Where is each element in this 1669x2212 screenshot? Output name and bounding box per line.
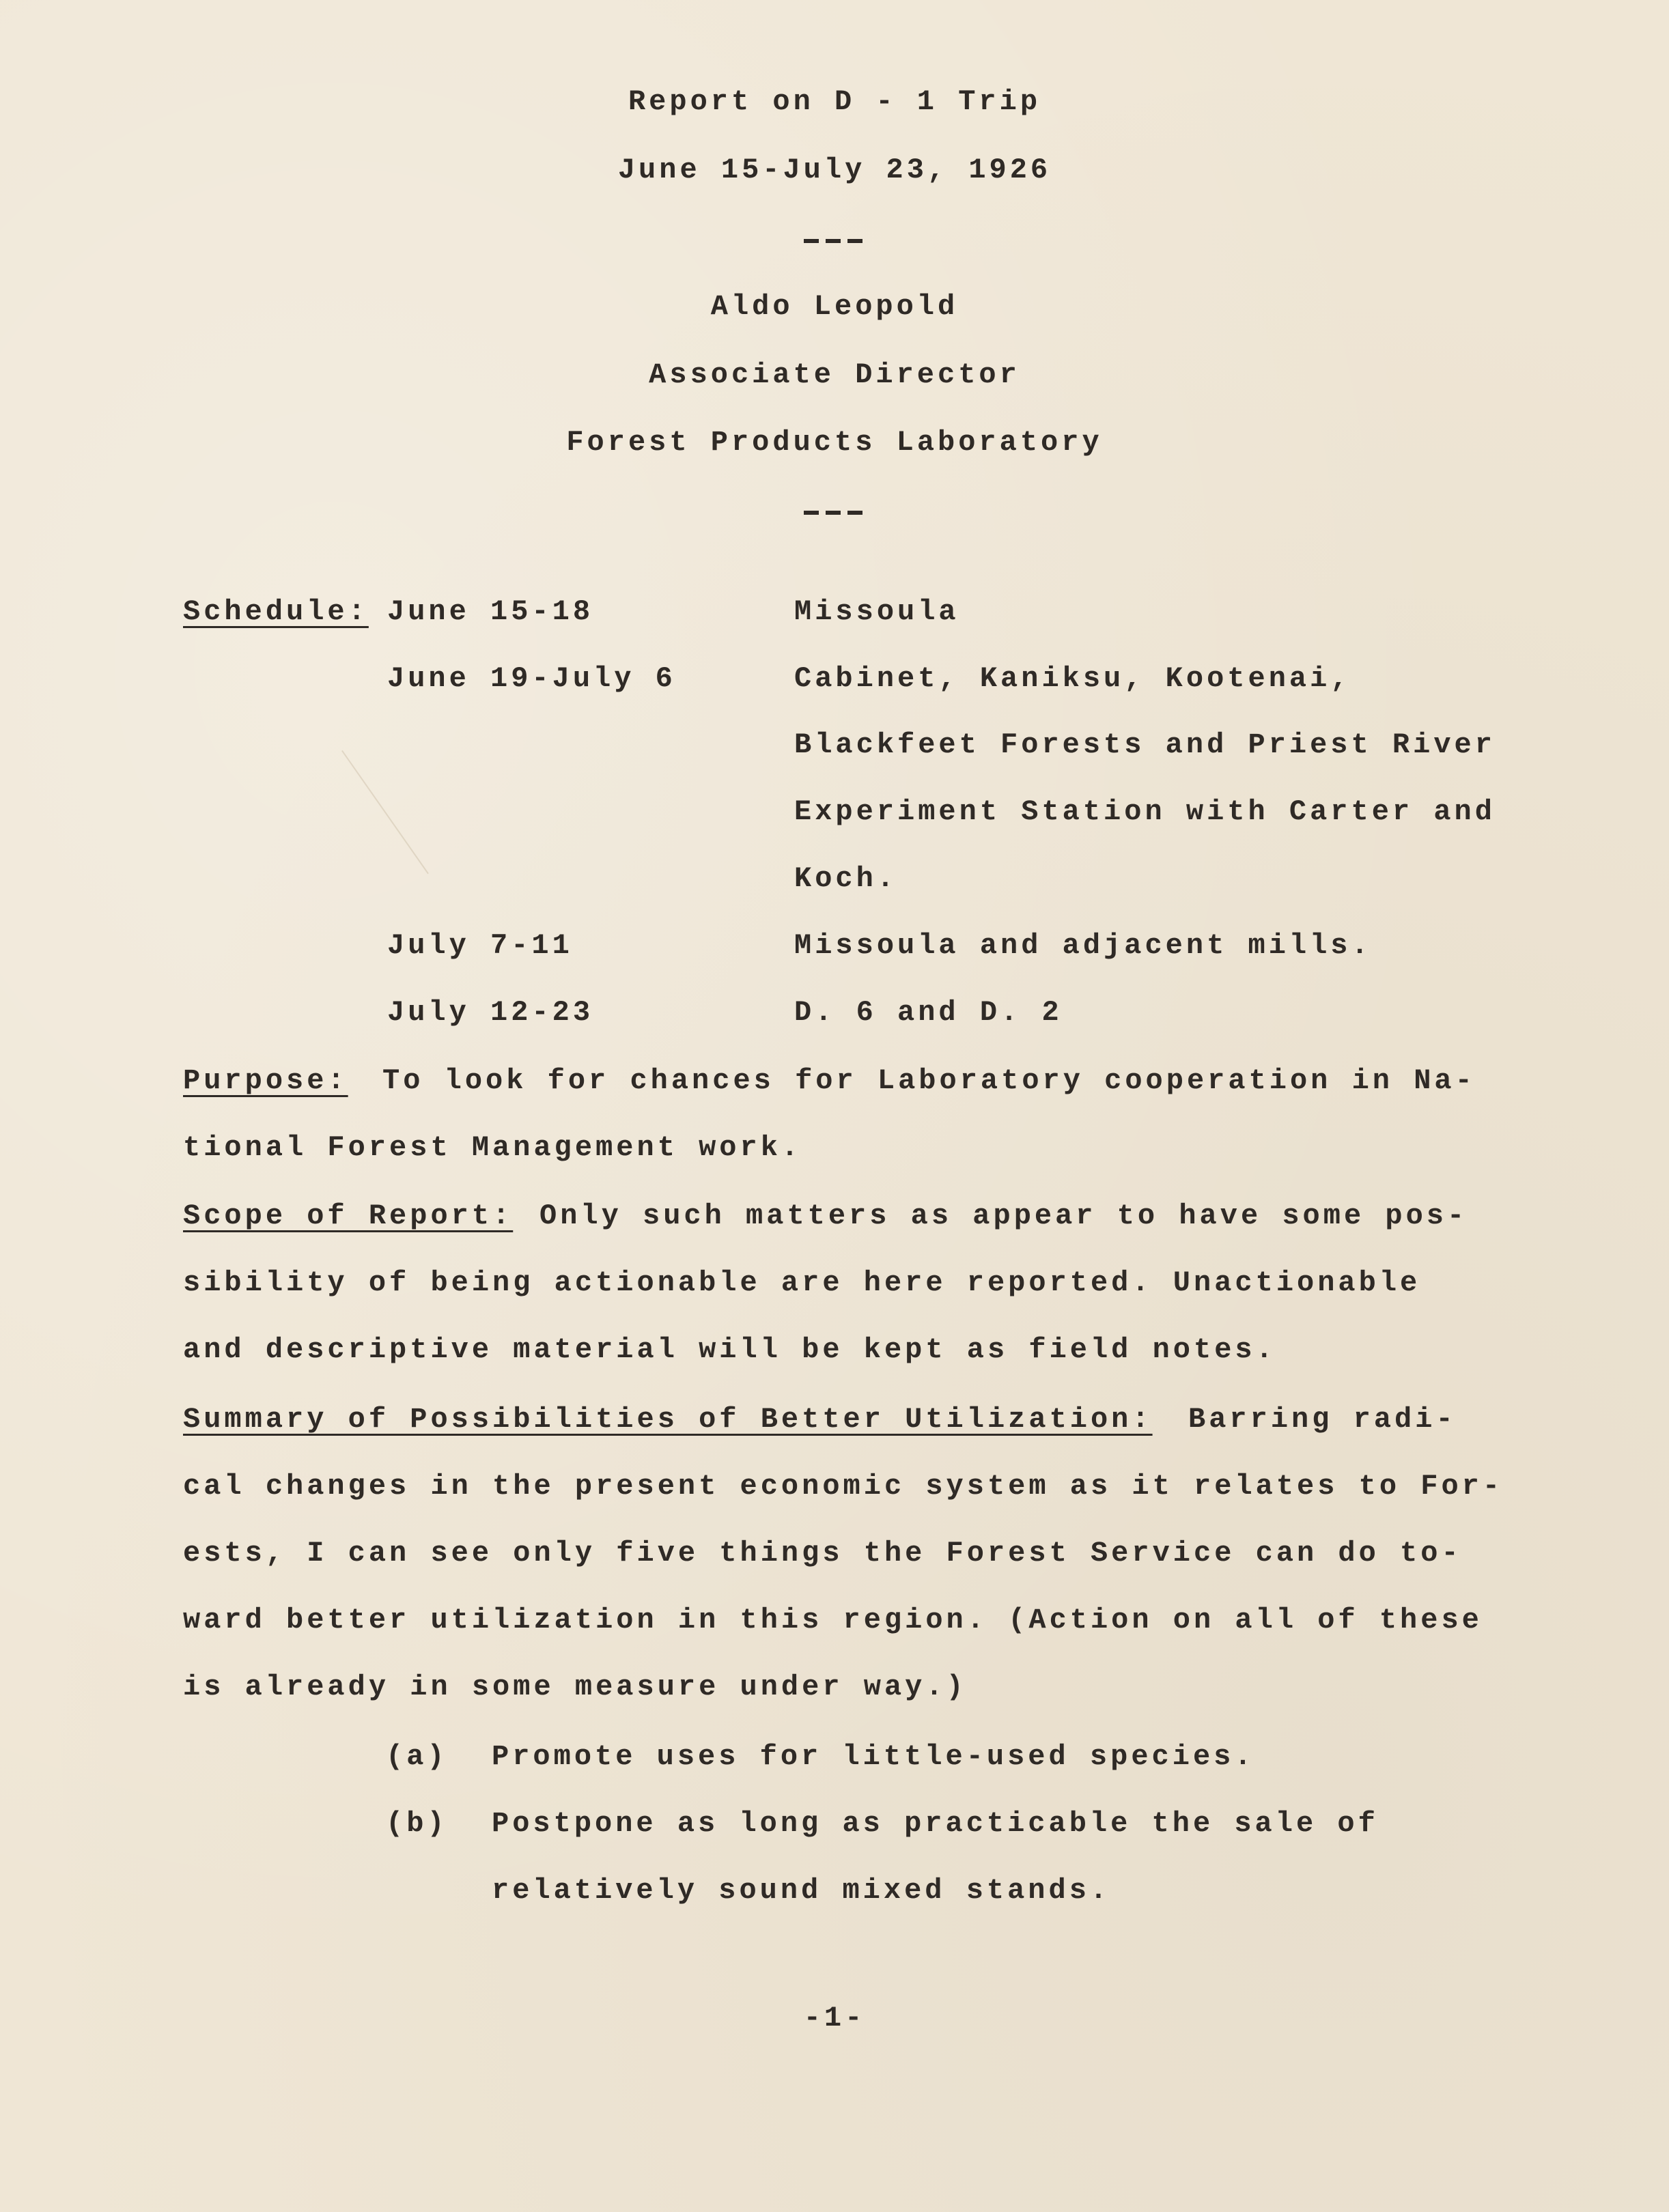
schedule-place: Koch.	[794, 862, 898, 895]
report-title: Report on D - 1 Trip	[628, 85, 1041, 118]
schedule-place: Missoula and adjacent mills.	[794, 929, 1372, 962]
item-marker: (b)	[386, 1807, 448, 1840]
paper-crease	[341, 672, 541, 874]
summary-label: Summary of Possibilities of Better Utilization:	[183, 1403, 1153, 1436]
scope-text: Only such matters as appear to have some pos-	[539, 1200, 1468, 1232]
item-marker: (a)	[386, 1740, 448, 1773]
item-text: Promote uses for little-used species.	[492, 1740, 1255, 1773]
schedule-date: July 7-11	[387, 929, 573, 962]
summary-text: Barring radi-	[1188, 1403, 1457, 1436]
item-text: Postpone as long as practicable the sale of	[492, 1807, 1379, 1840]
page-number: -1-	[803, 2002, 866, 2034]
schedule-date: July 12-23	[387, 996, 594, 1029]
separator-dash	[804, 511, 865, 515]
summary-text: ests, I can see only five things the Forest Service can do to-	[183, 1537, 1462, 1570]
scope-text: and descriptive material will be kept as field notes.	[183, 1333, 1276, 1366]
schedule-place: Experiment Station with Carter and	[794, 795, 1496, 828]
summary-text: cal changes in the present economic system as it relates to For-	[183, 1470, 1504, 1503]
purpose-label: Purpose:	[183, 1064, 348, 1097]
author-position: Associate Director	[649, 358, 1020, 391]
schedule-place: Missoula	[794, 595, 959, 628]
schedule-label: Schedule:	[183, 595, 369, 628]
summary-text: ward better utilization in this region. (Action on all of these	[183, 1604, 1483, 1636]
author-name: Aldo Leopold	[710, 290, 959, 323]
schedule-place: D. 6 and D. 2	[794, 996, 1063, 1029]
scope-label: Scope of Report:	[183, 1200, 514, 1232]
purpose-text: tional Forest Management work.	[183, 1131, 802, 1164]
purpose-text: To look for chances for Laboratory cooperation in Na-	[382, 1064, 1476, 1097]
schedule-date: June 15-18	[387, 595, 594, 628]
summary-text: is already in some measure under way.)	[183, 1671, 967, 1703]
schedule-date: June 19-July 6	[387, 662, 676, 695]
author-organization: Forest Products Laboratory	[566, 426, 1103, 459]
schedule-place: Cabinet, Kaniksu, Kootenai,	[794, 662, 1351, 695]
item-text: relatively sound mixed stands.	[492, 1874, 1111, 1907]
report-dates: June 15-July 23, 1926	[617, 154, 1052, 186]
separator-dash	[804, 239, 865, 243]
schedule-place: Blackfeet Forests and Priest River	[794, 728, 1496, 761]
scope-text: sibility of being actionable are here reported. Unactionable	[183, 1266, 1421, 1299]
